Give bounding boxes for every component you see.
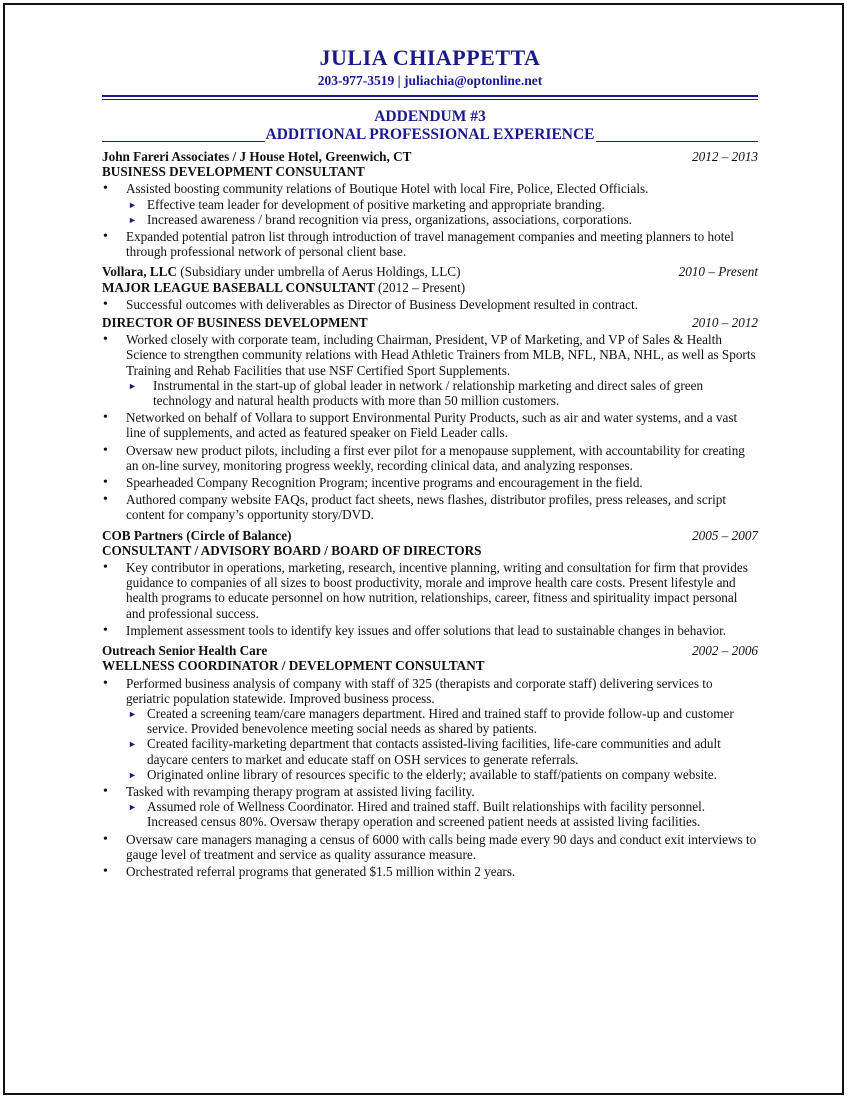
employer-note: (Subsidiary under umbrella of Aerus Holdings, LLC)	[180, 264, 461, 280]
list-item: • Orchestrated referral programs that generated $1.5 million within 2 years.	[102, 864, 758, 879]
sub-bullet-list	[128, 706, 758, 782]
list-item: • Spearheaded Company Recognition Program; incentive programs and encouragement in the field.	[102, 475, 758, 490]
list-item	[102, 181, 758, 227]
list-item: • Oversaw new product pilots, including a first ever pilot for a menopause supplement, with accountability for creating an on-line survey, monitoring progress weekly, recording clinical data, and analyzing responses.	[102, 443, 758, 473]
job-dates: 2005 – 2007	[692, 527, 758, 543]
bullet-list	[102, 676, 758, 880]
sub-list-item: ► Created facility-marketing department that contacts assisted-living facilities, life-care communities and adult daycare centers to market and educate staff on OSH services to generate referrals.	[128, 736, 758, 766]
job-dates: 2002 – 2006	[692, 643, 758, 659]
job-title: BUSINESS DEVELOPMENT CONSULTANT	[102, 164, 365, 180]
job-header	[102, 149, 758, 164]
sub-bullet-list	[128, 378, 758, 408]
resume-page	[3, 3, 844, 1095]
sub-list-item: ► Assumed role of Wellness Coordinator. Hired and trained staff. Built relationships with facility personnel. Increased census 80%. Oversaw therapy operation and screened patient needs at assisted living facilities.	[128, 799, 758, 829]
contact-line: 203-977-3519 | juliachia@optonline.net	[317, 73, 543, 88]
job-dates: 2010 – 2012	[692, 315, 758, 331]
header-divider	[102, 95, 758, 100]
list-item: • Expanded potential patron list through introduction of travel management companies and meeting planners to hotel through professional network of personal client base.	[102, 229, 758, 259]
employer: COB Partners (Circle of Balance)	[102, 527, 292, 543]
job-title: CONSULTANT / ADVISORY BOARD / BOARD OF DIRECTORS	[102, 542, 482, 558]
list-item: • Successful outcomes with deliverables as Director of Business Development resulted in contract.	[102, 297, 758, 312]
bullet-text: Worked closely with corporate team, including Chairman, President, VP of Marketing, and VP of Sales & Health Science to strengthen community relations with Head Athletic Trainers from MLB, NFL, NBA, NHL, as well as Sports Training and Rehab Facilities that use NSF Certified Sport Supplements.	[126, 332, 756, 378]
bullet-list	[102, 560, 758, 638]
job-title: DIRECTOR OF BUSINESS DEVELOPMENT	[102, 315, 368, 331]
job-header	[102, 643, 758, 658]
job-entry	[102, 528, 758, 638]
heading-rule-right	[596, 141, 759, 142]
list-item: • Implement assessment tools to identify key issues and offer solutions that lead to sustainable changes in behavior.	[102, 623, 758, 638]
job-entry	[102, 643, 758, 879]
employer: Outreach Senior Health Care	[102, 643, 268, 659]
job-entry	[102, 149, 758, 259]
job-entry	[102, 264, 758, 522]
list-item: • Key contributor in operations, marketing, research, incentive planning, writing and consultation for firm that provides guidance to companies of all sizes to boost productivity, morale and improve health care costs. Present lifestyle and health programs to educate personnel on how nutrition, relationships, career, fitness and spirituality impact personal and professional success.	[102, 560, 758, 621]
job-subheader	[102, 315, 758, 330]
list-item: • Oversaw care managers managing a census of 6000 with calls being made every 90 days and conduct exit interviews to gauge level of treatment and service as quality assurance measure.	[102, 832, 758, 862]
bullet-list	[102, 181, 758, 259]
list-item: • Networked on behalf of Vollara to support Environmental Purity Products, such as air and water systems, and a vast line of supplements, and acted as featured speaker on Field Leader calls.	[102, 410, 758, 440]
addendum-title: ADDENDUM #3	[374, 108, 486, 125]
employer: John Fareri Associates / J House Hotel, Greenwich, CT	[102, 149, 412, 164]
sub-list-item: ► Effective team leader for development of positive marketing and appropriate branding.	[128, 197, 758, 212]
job-title-text: MAJOR LEAGUE BASEBALL CONSULTANT	[102, 279, 375, 295]
bullet-text: Tasked with revamping therapy program at assisted living facility.	[126, 783, 475, 799]
sub-bullet-list	[128, 197, 758, 227]
list-item	[102, 332, 758, 408]
section-heading	[102, 126, 758, 144]
bullet-text: Assisted boosting community relations of Boutique Hotel with local Fire, Police, Elected Officials.	[126, 181, 649, 197]
bullet-text: Performed business analysis of company with staff of 325 (therapists and corporate staff) delivering services to geriatric population statewide. Improved business process.	[126, 675, 713, 706]
heading-rule-left	[102, 141, 265, 142]
resume-content	[102, 45, 758, 879]
section-heading-text: ADDITIONAL PROFESSIONAL EXPERIENCE	[265, 126, 595, 143]
job-dates: 2010 – Present	[678, 264, 758, 280]
list-item: • Authored company website FAQs, product fact sheets, news flashes, distributor profiles, press releases, and script content for company’s opportunity story/DVD.	[102, 492, 758, 522]
job-dates: 2012 – 2013	[692, 149, 758, 164]
bullet-list	[102, 332, 758, 522]
list-item	[102, 676, 758, 782]
job-header	[102, 528, 758, 543]
job-title	[102, 280, 758, 295]
sub-list-item: ► Originated online library of resources specific to the elderly; available to staff/patients on company website.	[128, 767, 758, 782]
employer-name: Vollara, LLC	[102, 264, 177, 280]
job-header	[102, 264, 758, 279]
sub-list-item: ► Created a screening team/care managers department. Hired and trained staff to provide follow-up and customer service. Provided benevolence meeting social needs as shared by patients.	[128, 706, 758, 736]
job-title-note: (2012 – Present)	[378, 279, 466, 295]
candidate-name: JULIA CHIAPPETTA	[319, 45, 541, 70]
job-title: WELLNESS COORDINATOR / DEVELOPMENT CONSULTANT	[102, 658, 485, 674]
sub-bullet-list	[128, 799, 758, 829]
bullet-list	[102, 297, 758, 312]
employer	[102, 264, 460, 279]
sub-list-item: ► Instrumental in the start-up of global leader in network / relationship marketing and direct sales of green technology and natural health products with more than 50 million customers.	[128, 378, 758, 408]
sub-list-item: ► Increased awareness / brand recognition via press, organizations, associations, corporations.	[128, 212, 758, 227]
list-item	[102, 784, 758, 830]
